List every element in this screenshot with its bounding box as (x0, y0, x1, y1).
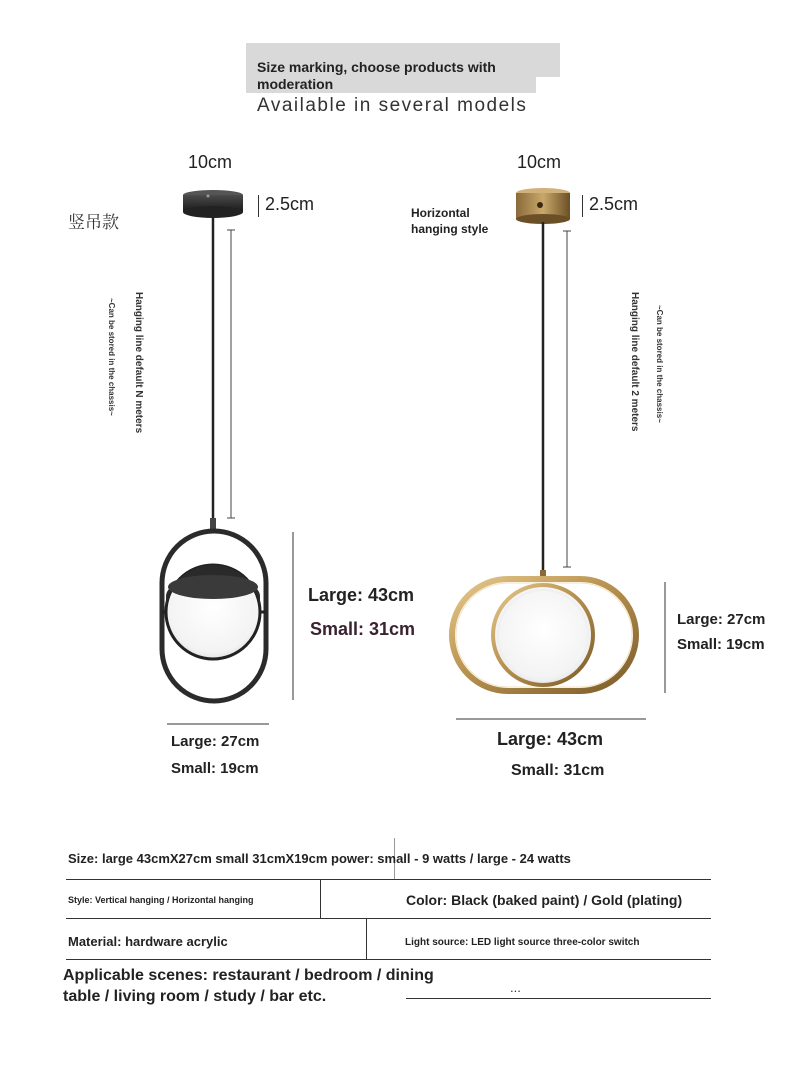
spec-divider-2 (66, 918, 711, 919)
header-subtitle: Available in several models (257, 95, 528, 116)
spec-style: Style: Vertical hanging / Horizontal hanging (68, 895, 254, 905)
right-width-small: Small: 31cm (511, 762, 605, 779)
left-storage-note: ~Can be stored in the chassis~ (107, 298, 116, 416)
right-canopy-width: 10cm (517, 152, 562, 172)
right-hanging-line-label: Hanging line default 2 meters (629, 292, 640, 432)
right-height-small: Small: 19cm (677, 636, 765, 653)
right-height-large: Large: 27cm (677, 611, 766, 628)
right-lamp-body (452, 579, 636, 691)
spec-size: Size: large 43cmX27cm small 31cmX19cm power: small - 9 watts / large - 24 watts (68, 851, 571, 866)
spec-scenes-line1: Applicable scenes: restaurant / bedroom / dining (63, 967, 434, 984)
right-canopy-height: 2.5cm (589, 194, 639, 214)
left-height-small: Small: 31cm (310, 619, 416, 639)
spec-ellipsis: ... (510, 980, 521, 995)
spec-divider-1 (66, 879, 711, 880)
right-storage-note: ~Can be stored in the chassis~ (655, 305, 664, 423)
spec-material: Material: hardware acrylic (68, 934, 228, 949)
left-canopy-height: 2.5cm (265, 194, 315, 214)
spec-scenes-line2: table / living room / study / bar etc. (63, 988, 327, 1005)
spec-color: Color: Black (baked paint) / Gold (plating) (406, 892, 683, 908)
left-hanging-line-label: Hanging line default N meters (133, 292, 144, 434)
right-canopy (516, 188, 570, 224)
left-width-small: Small: 19cm (171, 760, 259, 777)
spec-divider-4 (406, 998, 711, 999)
left-style-label: 竖吊款 (68, 213, 119, 232)
right-width-large: Large: 43cm (497, 729, 604, 749)
spec-divider-3 (66, 959, 711, 960)
left-height-large: Large: 43cm (308, 585, 415, 605)
left-width-large: Large: 27cm (171, 733, 260, 750)
right-style-label: Horizontal hanging style (411, 206, 489, 236)
left-canopy (183, 190, 243, 218)
left-canopy-width: 10cm (188, 152, 233, 172)
header-note: Size marking, choose products with moderation (257, 59, 496, 92)
spec-light-source: Light source: LED light source three-color switch (405, 937, 640, 948)
left-lamp-body (162, 531, 266, 701)
